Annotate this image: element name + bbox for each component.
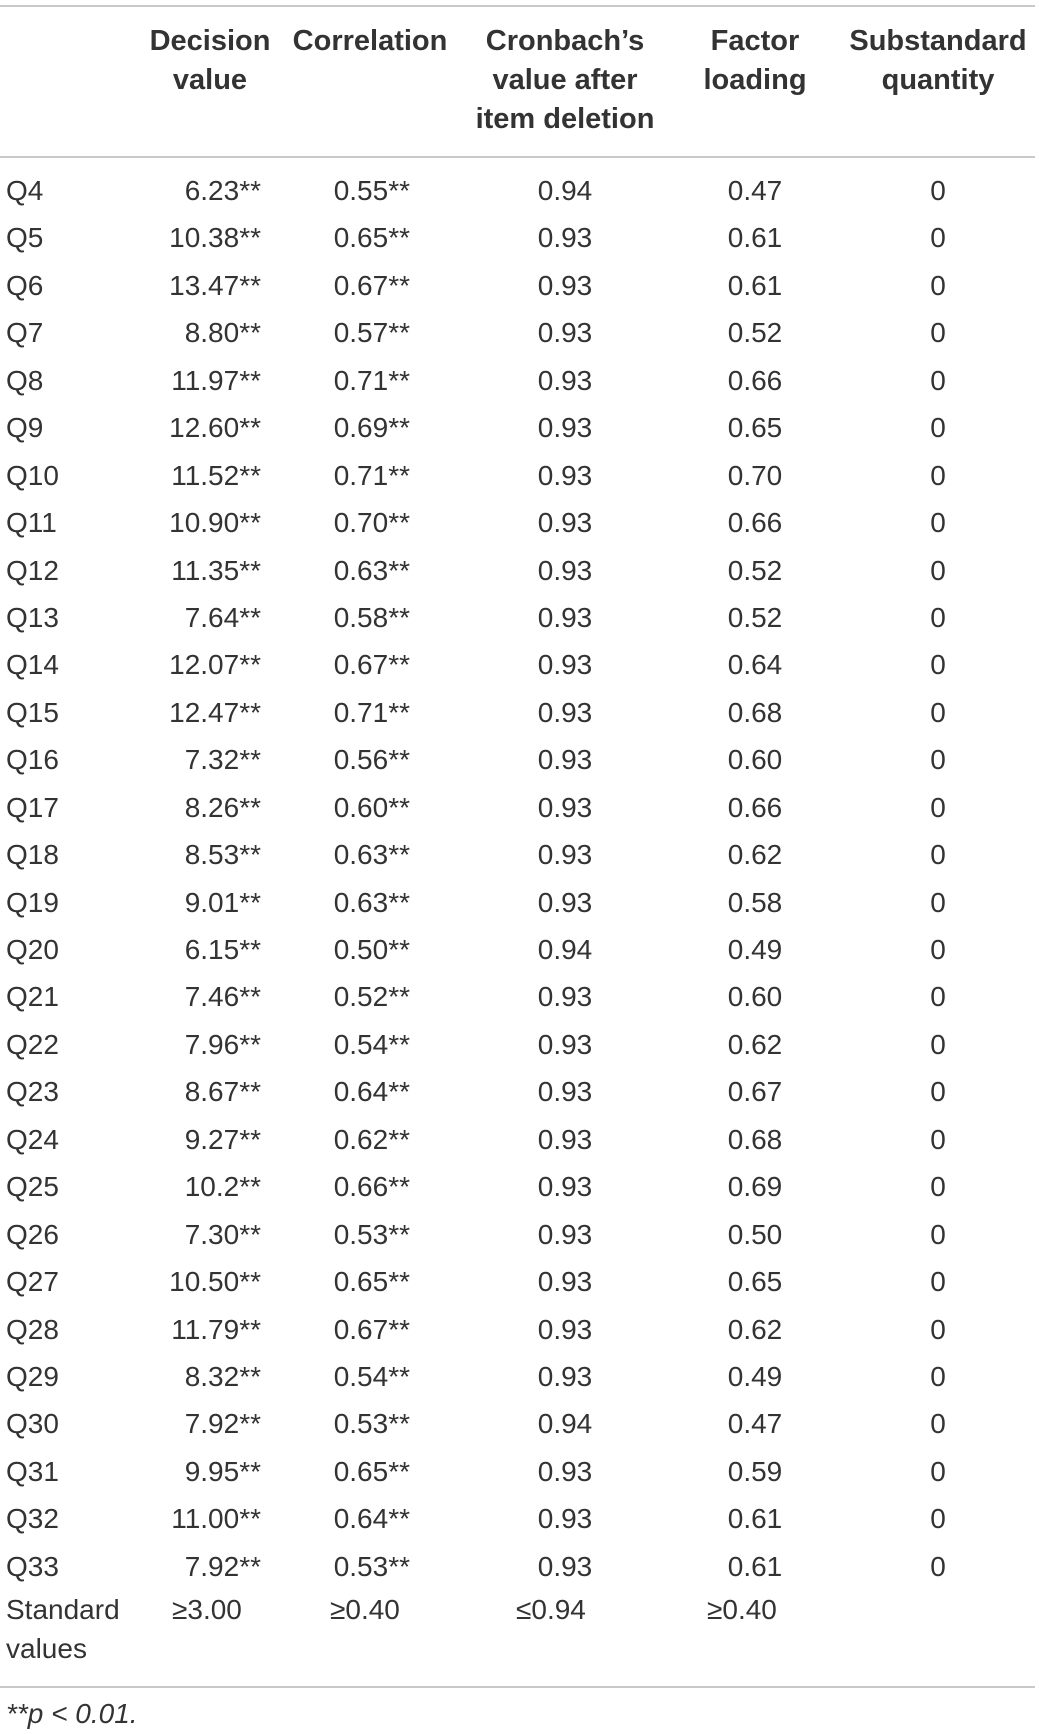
decision-value-cell: 10.90**	[169, 507, 261, 539]
decision-value-cell: 7.96**	[184, 1028, 261, 1060]
item-cell: Q33	[6, 1550, 59, 1582]
item-cell: Q27	[6, 1266, 59, 1298]
item-cell: Q29	[6, 1360, 59, 1392]
factor-loading-cell: 0.52	[727, 317, 783, 349]
item-cell: Q24	[6, 1123, 59, 1155]
cronbach-cell: 0.93	[537, 1313, 593, 1345]
header-line: Factor	[710, 25, 800, 57]
substandard-quantity-cell: 0	[930, 364, 946, 396]
item-cell: Q7	[6, 317, 44, 349]
factor-loading-cell: 0.68	[727, 1123, 783, 1155]
factor-loading-cell: 0.62	[727, 839, 783, 871]
cronbach-cell: 0.93	[537, 1503, 593, 1535]
item-cell: Q32	[6, 1503, 59, 1535]
table-row	[0, 879, 1039, 926]
correlation-cell: 0.64**	[333, 1503, 410, 1535]
item-cell: Q13	[6, 601, 59, 633]
factor-loading-cell: 0.52	[727, 554, 783, 586]
substandard-quantity-cell: 0	[930, 459, 946, 491]
decision-value-cell: 9.01**	[184, 886, 261, 918]
item-cell: Q21	[6, 981, 59, 1013]
correlation-cell: 0.54**	[333, 1028, 410, 1060]
substandard-quantity-cell: 0	[930, 696, 946, 728]
correlation-cell: 0.63**	[333, 839, 410, 871]
item-cell: Q28	[6, 1313, 59, 1345]
item-cell: Q12	[6, 554, 59, 586]
factor-loading-cell: 0.50	[727, 1218, 783, 1250]
factor-loading-cell: 0.60	[727, 981, 783, 1013]
correlation-cell: 0.55**	[333, 175, 410, 206]
cronbach-cell: 0.93	[537, 649, 593, 681]
item-cell: Q23	[6, 1076, 59, 1108]
correlation-cell: 0.58**	[333, 601, 410, 633]
correlation-cell: 0.63**	[333, 886, 410, 918]
substandard-quantity-cell: 0	[930, 554, 946, 586]
correlation-cell: 0.62**	[333, 1123, 410, 1155]
factor-loading-cell: 0.61	[727, 1503, 783, 1535]
cronbach-cell: 0.93	[537, 1028, 593, 1060]
factor-loading-cell: 0.60	[727, 744, 783, 776]
correlation-cell: 0.71**	[333, 364, 410, 396]
table-row	[0, 262, 1039, 309]
decision-value-cell: 7.92**	[184, 1408, 261, 1440]
correlation-cell: 0.65**	[333, 222, 410, 254]
substandard-quantity-cell: 0	[930, 791, 946, 823]
factor-loading-cell: 0.49	[727, 1360, 783, 1392]
header-line: value after	[492, 64, 638, 96]
item-cell: Q30	[6, 1408, 59, 1440]
correlation-cell: 0.50**	[333, 934, 410, 965]
table-row	[0, 1495, 1039, 1542]
correlation-cell: 0.64**	[333, 1076, 410, 1108]
cronbach-cell: 0.93	[537, 981, 593, 1013]
standard-factor-loading: ≥0.40	[707, 1594, 777, 1625]
item-cell: Q6	[6, 269, 44, 301]
decision-value-cell: 8.80**	[184, 317, 261, 349]
item-cell: Q11	[6, 507, 57, 539]
substandard-quantity-cell: 0	[930, 412, 946, 444]
factor-loading-cell: 0.62	[727, 1028, 783, 1060]
table-row	[0, 926, 1039, 973]
table-row	[0, 1400, 1039, 1447]
correlation-cell: 0.53**	[333, 1408, 410, 1440]
correlation-cell: 0.63**	[333, 554, 410, 586]
factor-loading-cell: 0.47	[727, 175, 783, 206]
table-row	[0, 1448, 1039, 1495]
decision-value-cell: 9.27**	[184, 1123, 261, 1155]
correlation-cell: 0.67**	[333, 649, 410, 681]
substandard-quantity-cell: 0	[930, 1408, 946, 1440]
decision-value-cell: 9.95**	[184, 1455, 261, 1487]
table-bottom-rule	[0, 1686, 1035, 1688]
cronbach-cell: 0.93	[537, 696, 593, 728]
table-row	[0, 594, 1039, 641]
decision-value-cell: 7.64**	[184, 601, 261, 633]
cronbach-cell: 0.93	[537, 1171, 593, 1203]
cronbach-cell: 0.93	[537, 459, 593, 491]
header-line: Substandard	[849, 25, 1027, 57]
decision-value-cell: 7.92**	[184, 1550, 261, 1582]
decision-value-cell: 10.2**	[184, 1171, 261, 1203]
item-cell: Q8	[6, 364, 44, 396]
substandard-quantity-cell: 0	[930, 1123, 946, 1155]
correlation-cell: 0.66**	[333, 1171, 410, 1203]
table-row	[0, 214, 1039, 261]
factor-loading-cell: 0.52	[727, 601, 783, 633]
cronbach-cell: 0.93	[537, 601, 593, 633]
cronbach-cell: 0.93	[537, 554, 593, 586]
decision-value-cell: 7.30**	[184, 1218, 261, 1250]
decision-value-cell: 8.53**	[184, 839, 261, 871]
header-line: Decision	[149, 25, 271, 57]
cronbach-cell: 0.94	[537, 175, 593, 206]
cronbach-cell: 0.93	[537, 1550, 593, 1582]
item-cell: Q18	[6, 839, 59, 871]
substandard-quantity-cell: 0	[930, 175, 946, 206]
correlation-cell: 0.71**	[333, 459, 410, 491]
substandard-quantity-cell: 0	[930, 934, 946, 965]
decision-value-cell: 6.15**	[184, 934, 261, 965]
table-row	[0, 831, 1039, 878]
substandard-quantity-cell: 0	[930, 601, 946, 633]
header-line: Cronbach’s	[485, 25, 645, 57]
cronbach-cell: 0.93	[537, 507, 593, 539]
item-cell: Q20	[6, 934, 59, 965]
correlation-cell: 0.67**	[333, 269, 410, 301]
table-row	[0, 1021, 1039, 1068]
table-row	[0, 547, 1039, 594]
substandard-quantity-cell: 0	[930, 269, 946, 301]
item-cell: Q4	[6, 175, 44, 206]
cronbach-cell: 0.93	[537, 364, 593, 396]
label-line: Standard	[6, 1594, 120, 1625]
decision-value-cell: 12.07**	[169, 649, 261, 681]
correlation-cell: 0.54**	[333, 1360, 410, 1392]
table-row	[0, 1258, 1039, 1305]
table-row	[0, 1068, 1039, 1115]
substandard-quantity-cell: 0	[930, 649, 946, 681]
decision-value-cell: 11.35**	[171, 554, 261, 586]
table-top-rule	[0, 5, 1035, 7]
decision-value-cell: 13.47**	[169, 269, 261, 301]
factor-loading-cell: 0.68	[727, 696, 783, 728]
substandard-quantity-cell: 0	[930, 744, 946, 776]
table-row	[0, 452, 1039, 499]
table-row	[0, 1163, 1039, 1210]
item-cell: Q26	[6, 1218, 59, 1250]
substandard-quantity-cell: 0	[930, 1550, 946, 1582]
cronbach-cell: 0.93	[537, 222, 593, 254]
table-body	[0, 167, 1039, 1590]
standard-values-row	[0, 1590, 1039, 1670]
decision-value-cell: 11.97**	[171, 364, 261, 396]
header-factor-loading	[680, 22, 830, 100]
substandard-quantity-cell: 0	[930, 886, 946, 918]
substandard-quantity-cell: 0	[930, 1313, 946, 1345]
decision-value-cell: 11.00**	[171, 1503, 261, 1535]
cronbach-cell: 0.93	[537, 839, 593, 871]
cronbach-cell: 0.93	[537, 412, 593, 444]
decision-value-cell: 8.32**	[184, 1360, 261, 1392]
table-row	[0, 309, 1039, 356]
table-row	[0, 1116, 1039, 1163]
factor-loading-cell: 0.65	[727, 412, 783, 444]
correlation-cell: 0.67**	[333, 1313, 410, 1345]
cronbach-cell: 0.93	[537, 1360, 593, 1392]
correlation-cell: 0.71**	[333, 696, 410, 728]
substandard-quantity-cell: 0	[930, 981, 946, 1013]
substandard-quantity-cell: 0	[930, 1360, 946, 1392]
table-row	[0, 784, 1039, 831]
item-cell: Q19	[6, 886, 59, 918]
header-line: quantity	[881, 64, 995, 96]
substandard-quantity-cell: 0	[930, 222, 946, 254]
factor-loading-cell: 0.47	[727, 1408, 783, 1440]
table-row	[0, 1353, 1039, 1400]
item-cell: Q14	[6, 649, 59, 681]
cronbach-cell: 0.93	[537, 744, 593, 776]
factor-loading-cell: 0.65	[727, 1266, 783, 1298]
cronbach-cell: 0.93	[537, 269, 593, 301]
correlation-cell: 0.57**	[333, 317, 410, 349]
header-line: loading	[703, 64, 807, 96]
cronbach-cell: 0.93	[537, 1123, 593, 1155]
label-line: values	[6, 1633, 87, 1664]
table-row	[0, 736, 1039, 783]
cronbach-cell: 0.93	[537, 791, 593, 823]
factor-loading-cell: 0.58	[727, 886, 783, 918]
header-line: value	[172, 64, 248, 96]
table-row	[0, 689, 1039, 736]
correlation-cell: 0.56**	[333, 744, 410, 776]
cronbach-cell: 0.93	[537, 1266, 593, 1298]
cronbach-cell: 0.93	[537, 1455, 593, 1487]
table-row	[0, 1306, 1039, 1353]
cronbach-cell: 0.94	[537, 1408, 593, 1440]
table-row	[0, 973, 1039, 1020]
item-cell: Q15	[6, 696, 59, 728]
correlation-cell: 0.65**	[333, 1455, 410, 1487]
factor-loading-cell: 0.66	[727, 507, 783, 539]
item-cell: Q25	[6, 1171, 59, 1203]
factor-loading-cell: 0.66	[727, 791, 783, 823]
standard-correlation: ≥0.40	[330, 1594, 400, 1625]
cronbach-cell: 0.93	[537, 1218, 593, 1250]
factor-loading-cell: 0.67	[727, 1076, 783, 1108]
substandard-quantity-cell: 0	[930, 1028, 946, 1060]
header-substandard-quantity	[840, 22, 1036, 100]
factor-loading-cell: 0.64	[727, 649, 783, 681]
substandard-quantity-cell: 0	[930, 1218, 946, 1250]
cronbach-cell: 0.94	[537, 934, 593, 965]
substandard-quantity-cell: 0	[930, 507, 946, 539]
factor-loading-cell: 0.62	[727, 1313, 783, 1345]
decision-value-cell: 7.32**	[184, 744, 261, 776]
item-cell: Q5	[6, 222, 44, 254]
decision-value-cell: 10.38**	[169, 222, 261, 254]
standard-decision-value: ≥3.00	[172, 1594, 242, 1625]
substandard-quantity-cell: 0	[930, 317, 946, 349]
substandard-quantity-cell: 0	[930, 1266, 946, 1298]
decision-value-cell: 6.23**	[184, 175, 261, 206]
substandard-quantity-cell: 0	[930, 1171, 946, 1203]
decision-value-cell: 11.52**	[171, 459, 261, 491]
substandard-quantity-cell: 0	[930, 1076, 946, 1108]
substandard-quantity-cell: 0	[930, 1455, 946, 1487]
item-cell: Q16	[6, 744, 59, 776]
correlation-cell: 0.53**	[333, 1550, 410, 1582]
cronbach-cell: 0.93	[537, 886, 593, 918]
footnote: **p < 0.01.	[6, 1698, 138, 1729]
correlation-cell: 0.70**	[333, 507, 410, 539]
table-row	[0, 641, 1039, 688]
header-cronbach	[460, 22, 670, 139]
factor-loading-cell: 0.61	[727, 269, 783, 301]
decision-value-cell: 12.47**	[169, 696, 261, 728]
factor-loading-cell: 0.59	[727, 1455, 783, 1487]
factor-loading-cell: 0.49	[727, 934, 783, 965]
table-row	[0, 404, 1039, 451]
correlation-cell: 0.53**	[333, 1218, 410, 1250]
table-row	[0, 1211, 1039, 1258]
decision-value-cell: 7.46**	[184, 981, 261, 1013]
header-line: Correlation	[292, 25, 448, 57]
correlation-cell: 0.65**	[333, 1266, 410, 1298]
header-decision-value	[140, 22, 280, 100]
correlation-cell: 0.52**	[333, 981, 410, 1013]
standard-cronbach: ≤0.94	[516, 1594, 586, 1625]
standard-values-label	[6, 1590, 146, 1668]
factor-loading-cell: 0.61	[727, 222, 783, 254]
header-correlation	[280, 22, 460, 61]
table-row	[0, 499, 1039, 546]
header-rule	[0, 156, 1035, 158]
item-cell: Q9	[6, 412, 44, 444]
decision-value-cell: 10.50**	[169, 1266, 261, 1298]
item-cell: Q10	[6, 459, 59, 491]
factor-loading-cell: 0.61	[727, 1550, 783, 1582]
decision-value-cell: 12.60**	[169, 412, 261, 444]
correlation-cell: 0.60**	[333, 791, 410, 823]
item-cell: Q31	[6, 1455, 59, 1487]
decision-value-cell: 8.67**	[184, 1076, 261, 1108]
header-line: item deletion	[475, 103, 655, 135]
decision-value-cell: 11.79**	[171, 1313, 261, 1345]
table-row	[0, 1543, 1039, 1590]
correlation-cell: 0.69**	[333, 412, 410, 444]
decision-value-cell: 8.26**	[184, 791, 261, 823]
substandard-quantity-cell: 0	[930, 839, 946, 871]
table-row	[0, 357, 1039, 404]
substandard-quantity-cell: 0	[930, 1503, 946, 1535]
table-row	[0, 167, 1039, 214]
cronbach-cell: 0.93	[537, 1076, 593, 1108]
item-cell: Q22	[6, 1028, 59, 1060]
factor-loading-cell: 0.69	[727, 1171, 783, 1203]
factor-loading-cell: 0.66	[727, 364, 783, 396]
item-cell: Q17	[6, 791, 59, 823]
cronbach-cell: 0.93	[537, 317, 593, 349]
factor-loading-cell: 0.70	[727, 459, 783, 491]
